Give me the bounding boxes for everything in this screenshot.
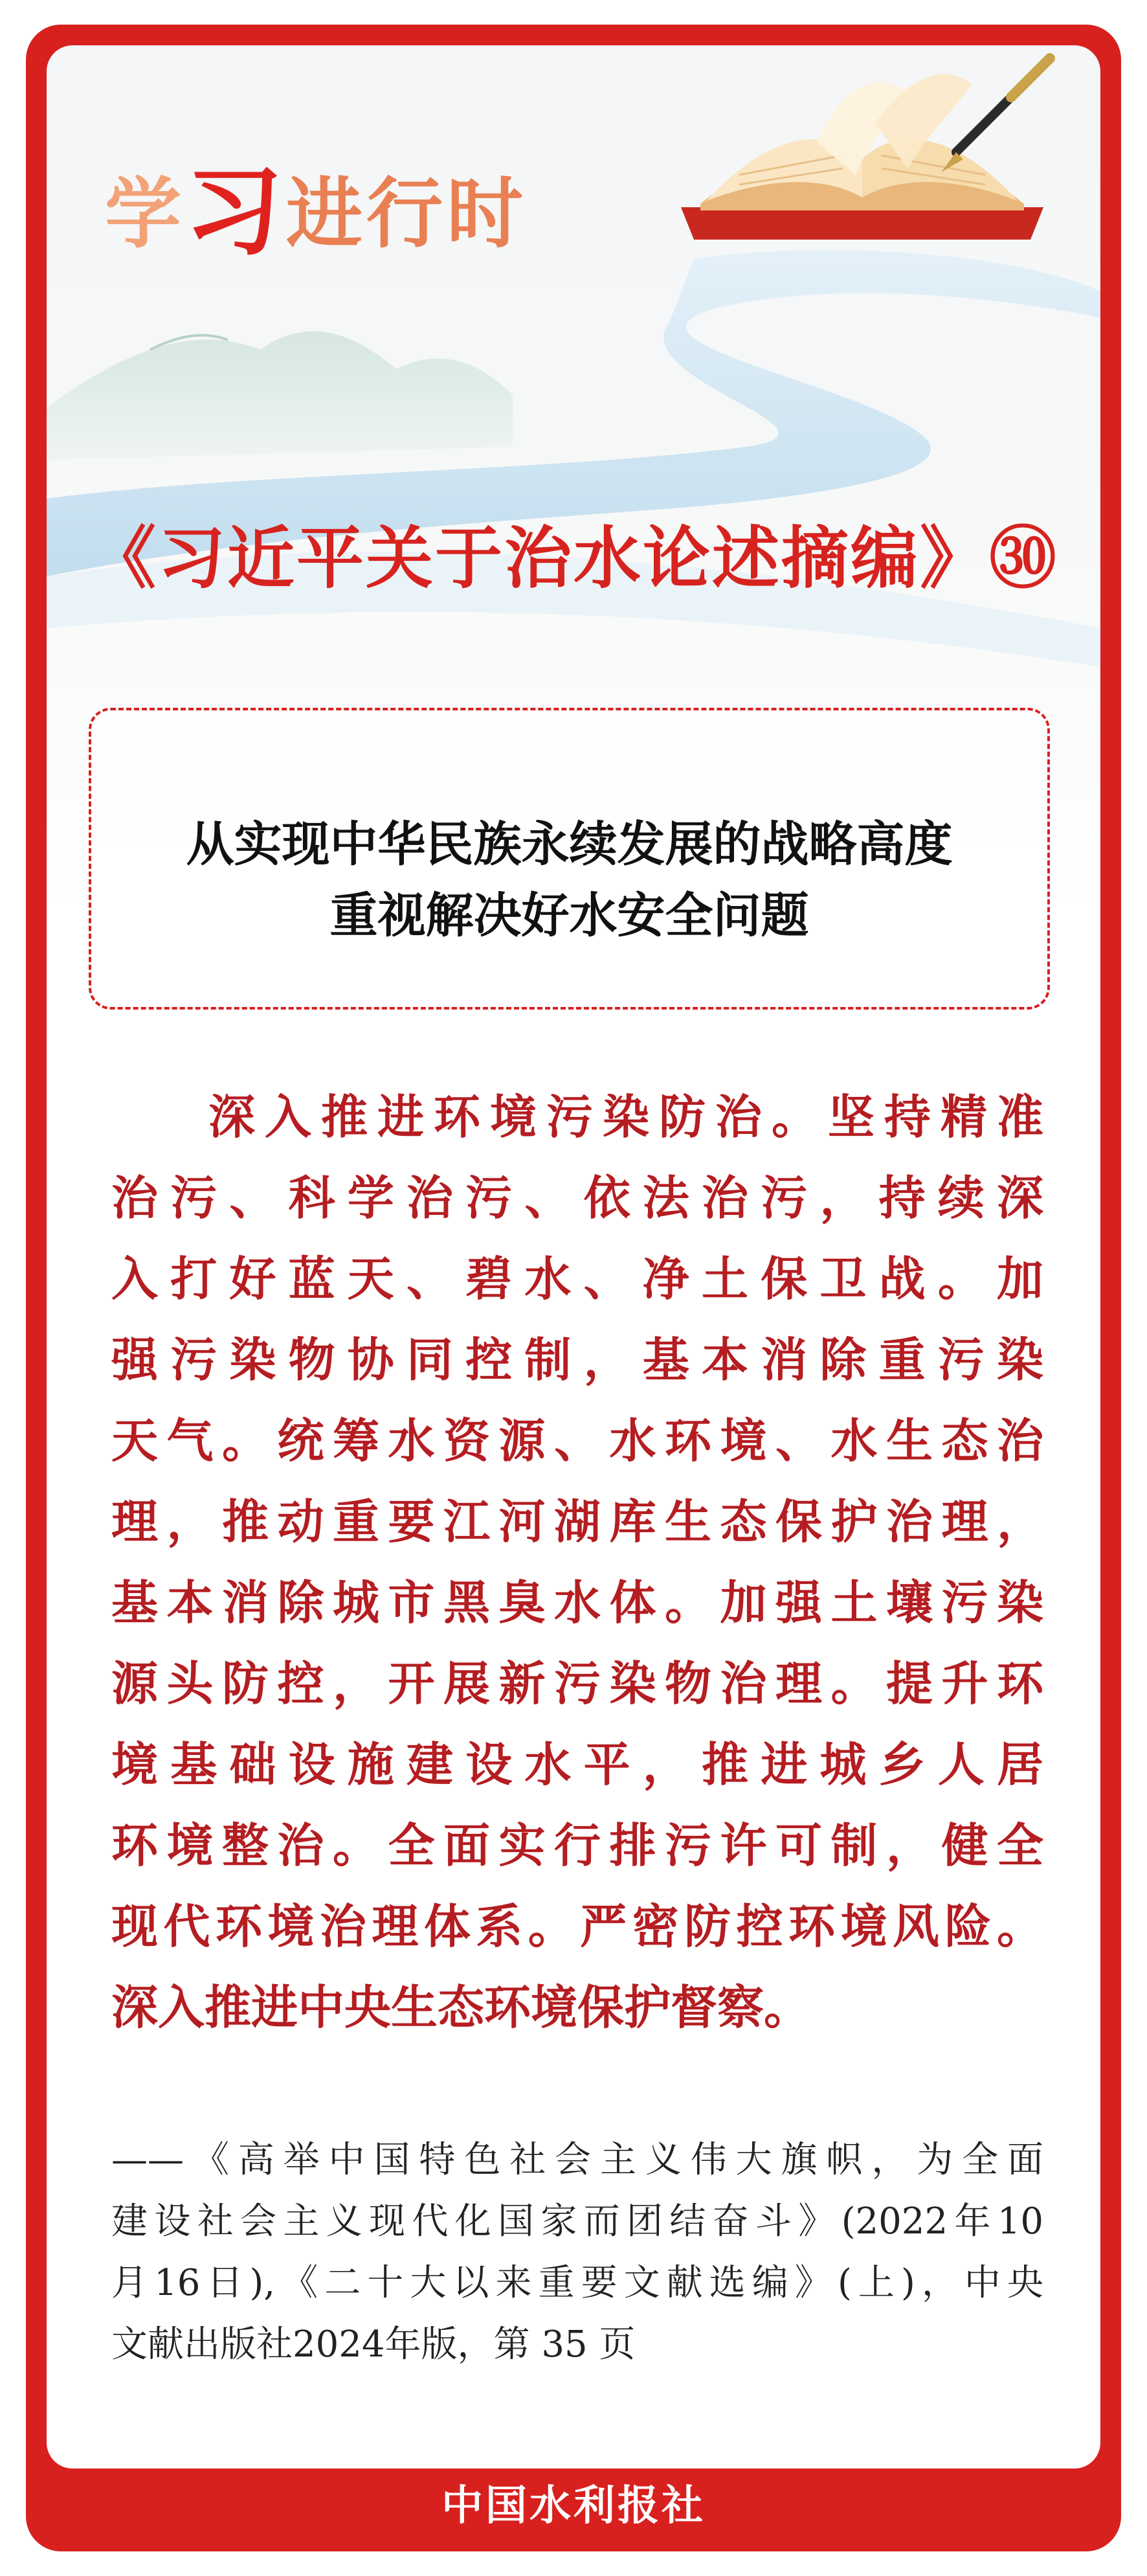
body-line: 深入推进环境污染防治。坚持精准 xyxy=(208,1089,1043,1144)
heading-box xyxy=(89,708,1050,1010)
citation-line: 建设社会主义现代化国家而团结奋斗》(2022年10 xyxy=(111,2200,1043,2243)
source-citation xyxy=(111,2129,1043,2375)
body-line: 环境整治。全面实行排污许可制，健全 xyxy=(111,1818,1043,1873)
series-title: 《习近平关于治水论述摘编》㉚ xyxy=(88,519,1058,598)
body-line: 入打好蓝天、碧水、净土保卫战。加 xyxy=(111,1251,1043,1306)
body-line: 深入推进中央生态环境保护督察。 xyxy=(111,1980,811,2035)
fountain-pen-icon xyxy=(941,58,1050,172)
poster-card xyxy=(47,45,1100,2469)
heading-line-2: 重视解决好水安全问题 xyxy=(329,888,809,943)
open-book-icon xyxy=(662,45,1063,259)
excerpt-body xyxy=(111,1076,1043,2048)
body-line: 现代环境治理体系。严密防控环境风险。 xyxy=(111,1899,1043,1954)
body-line: 境基础设施建设水平，推进城乡人居 xyxy=(111,1737,1043,1792)
logo-char-1: 学 xyxy=(105,169,186,258)
citation-line: 月16日),《二十大以来重要文献选编》(上)，中央 xyxy=(111,2262,1043,2304)
publisher-footer: 中国水利报社 xyxy=(441,2481,706,2530)
logo-char-2: 习 xyxy=(185,156,287,269)
learning-series-logo xyxy=(105,156,528,269)
heading-line-1: 从实现中华民族永续发展的战略高度 xyxy=(186,817,953,872)
logo-char-rest: 进行时 xyxy=(286,169,528,258)
body-line: 强污染物协同控制，基本消除重污染 xyxy=(111,1332,1043,1387)
body-line: 基本消除城市黑臭水体。加强土壤污染 xyxy=(111,1575,1043,1630)
body-line: 治污、科学治污、依法治污，持续深 xyxy=(111,1170,1043,1225)
body-line: 理，推动重要江河湖库生态保护治理， xyxy=(111,1494,1043,1549)
citation-line: 文献出版社2024年版，第 35 页 xyxy=(111,2323,636,2366)
body-line: 源头防控，开展新污染物治理。提升环 xyxy=(111,1656,1043,1711)
body-line: 天气。统筹水资源、水环境、水生态治 xyxy=(111,1413,1043,1468)
citation-line: ——《高举中国特色社会主义伟大旗帜，为全面 xyxy=(111,2139,1043,2181)
